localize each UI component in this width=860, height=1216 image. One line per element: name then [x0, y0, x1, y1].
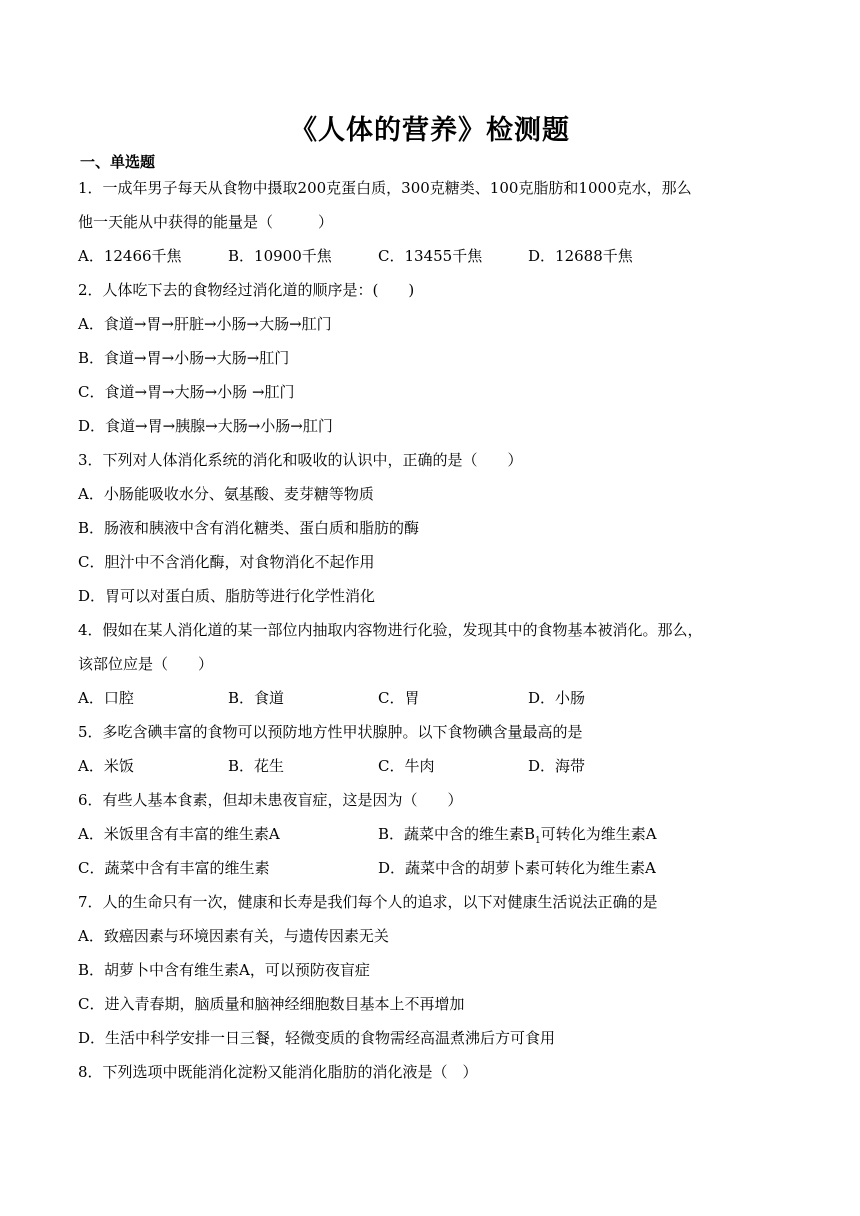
- question-1-stem-line2: 他一天能从中获得的能量是（ ）: [78, 213, 334, 231]
- question-6-option-b-tail: 可转化为维生素A: [540, 825, 657, 843]
- section-heading: 一、单选题: [80, 153, 156, 171]
- question-6-option-b-subscript: 1: [535, 836, 541, 846]
- question-2-option-d: D．食道→胃→胰腺→大肠→小肠→肛门: [78, 417, 333, 435]
- question-4-option-b: B．食道: [228, 689, 285, 707]
- question-1-option-a: A．12466千焦: [78, 247, 182, 265]
- question-6-option-a: A．米饭里含有丰富的维生素A: [78, 825, 280, 843]
- document-title: 《人体的营养》检测题: [290, 115, 570, 146]
- question-3-option-c: C．胆汁中不含消化酶，对食物消化不起作用: [78, 553, 375, 571]
- question-1-stem-line1: 1．一成年男子每天从食物中摄取200克蛋白质，300克糖类、100克脂肪和1000克水，那么: [78, 179, 692, 197]
- question-4-option-a: A．口腔: [78, 689, 134, 707]
- question-7-option-b: B．胡萝卜中含有维生素A，可以预防夜盲症: [78, 961, 370, 979]
- question-4-stem-line2: 该部位应是（ ）: [78, 655, 214, 673]
- question-5-stem: 5．多吃含碘丰富的食物可以预防地方性甲状腺肿。以下食物碘含量最高的是: [78, 723, 583, 741]
- question-8-stem: 8．下列选项中既能消化淀粉又能消化脂肪的消化液是（ ）: [78, 1063, 478, 1081]
- question-6-option-c: C．蔬菜中含有丰富的维生素: [78, 859, 270, 877]
- question-6-option-b-text: B．蔬菜中含的维生素B: [378, 825, 536, 843]
- question-5-option-a: A．米饭: [78, 757, 134, 775]
- question-4-stem-line1: 4．假如在某人消化道的某一部位内抽取内容物进行化验，发现其中的食物基本被消化。那么，: [78, 621, 703, 639]
- question-3-stem: 3．下列对人体消化系统的消化和吸收的认识中，正确的是（ ）: [78, 451, 523, 469]
- question-3-option-a: A．小肠能吸收水分、氨基酸、麦芽糖等物质: [78, 485, 374, 503]
- question-2-option-b: B．食道→胃→小肠→大肠→肛门: [78, 349, 290, 367]
- question-7-option-a: A．致癌因素与环境因素有关，与遗传因素无关: [78, 927, 389, 945]
- question-4-option-c: C．胃: [378, 689, 420, 707]
- question-2-option-c: C．食道→胃→大肠→小肠 →肛门: [78, 383, 295, 401]
- question-3-option-b: B．肠液和胰液中含有消化糖类、蛋白质和脂肪的酶: [78, 519, 420, 537]
- question-6-option-b: [378, 824, 657, 851]
- question-1-option-d: D．12688千焦: [528, 247, 633, 265]
- question-1-option-c: C．13455千焦: [378, 247, 483, 265]
- question-2-option-a: A．食道→胃→肝脏→小肠→大肠→肛门: [78, 315, 332, 333]
- question-5-option-c: C．牛肉: [378, 757, 435, 775]
- question-7-option-d: D．生活中科学安排一日三餐，轻微变质的食物需经高温煮沸后方可食用: [78, 1029, 556, 1047]
- question-2-stem: 2．人体吃下去的食物经过消化道的顺序是：( ): [78, 281, 415, 299]
- question-6-option-d: D．蔬菜中含的胡萝卜素可转化为维生素A: [378, 859, 656, 877]
- question-7-stem: 7．人的生命只有一次，健康和长寿是我们每个人的追求，以下对健康生活说法正确的是: [78, 893, 658, 911]
- question-5-option-d: D．海带: [528, 757, 586, 775]
- question-6-stem: 6．有些人基本食素，但却未患夜盲症，这是因为（ ）: [78, 791, 463, 809]
- question-4-option-d: D．小肠: [528, 689, 586, 707]
- question-1-option-b: B．10900千焦: [228, 247, 332, 265]
- question-7-option-c: C．进入青春期，脑质量和脑神经细胞数目基本上不再增加: [78, 995, 465, 1013]
- question-3-option-d: D．胃可以对蛋白质、脂肪等进行化学性消化: [78, 587, 376, 605]
- question-5-option-b: B．花生: [228, 757, 285, 775]
